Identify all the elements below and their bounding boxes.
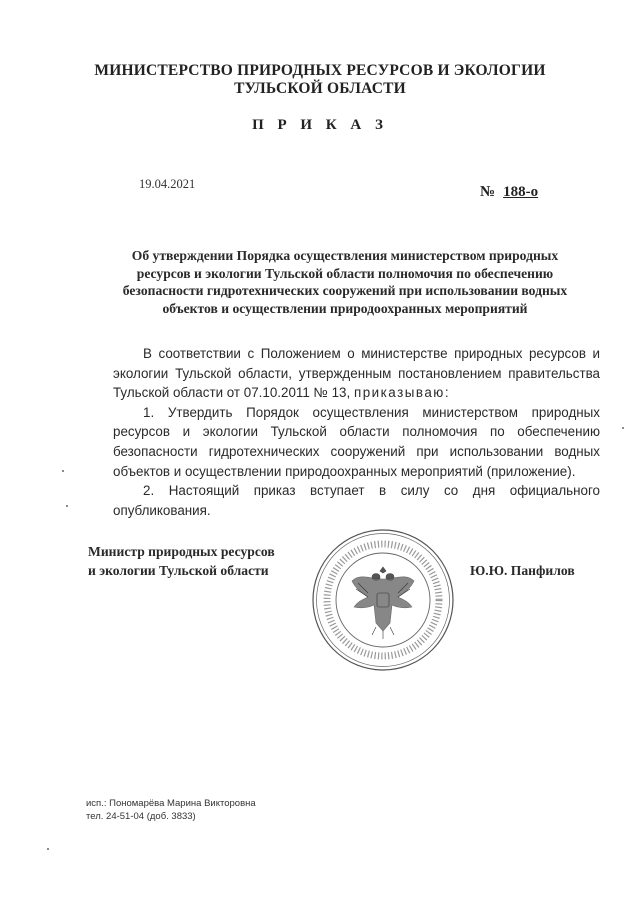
preamble-text: Тульской области от 07.10.2011 № 13, (113, 385, 351, 401)
item-2-line: 2. Настоящий приказ вступает в силу со дня официального (143, 483, 600, 499)
ministry-name-line2: ТУЛЬСКОЙ ОБЛАСТИ (234, 80, 406, 97)
order-body (113, 344, 600, 520)
subject-line: ресурсов и экологии Тульской области полномочия по обеспечению (136, 265, 554, 281)
executor-info (86, 797, 256, 823)
scan-speck (47, 848, 49, 850)
official-seal (310, 527, 456, 673)
item-1-line: безопасности гидротехнических сооружений при использовании водных (113, 443, 600, 459)
executor-name: исп.: Пономарёва Марина Викторовна (86, 798, 256, 809)
signer-position-line: Министр природных ресурсов (88, 544, 275, 559)
item-2-line: опубликования. (113, 502, 211, 518)
preamble-line (113, 383, 600, 403)
scan-speck (66, 505, 68, 507)
scan-speck (62, 470, 64, 472)
order-subject (80, 247, 610, 317)
order-number (480, 184, 538, 201)
executor-phone: тел. 24-51-04 (доб. 3833) (86, 811, 196, 822)
subject-line: объектов и осуществлении природоохранных мероприятий (162, 300, 528, 316)
order-date: 19.04.2021 (139, 177, 196, 191)
signer-position-line: и экологии Тульской области (88, 563, 269, 578)
eagle-emblem-icon (352, 567, 414, 639)
scan-speck (622, 427, 624, 429)
signer-position (88, 542, 275, 580)
ministry-name-line1: МИНИСТЕРСТВО ПРИРОДНЫХ РЕСУРСОВ И ЭКОЛОГИИ (94, 62, 546, 79)
subject-line: безопасности гидротехнических сооружений при использовании водных (122, 283, 568, 298)
number-value: 188-о (503, 184, 539, 200)
subject-line: Об утверждении Порядка осуществления министерством природных (131, 248, 559, 263)
number-sign: № (480, 184, 496, 200)
item-1-line: ресурсов и экологии Тульской области полномочия по обеспечению (113, 424, 600, 440)
order-verb: приказываю: (353, 385, 451, 401)
item-1-line: 1. Утвердить Порядок осуществления министерством природных (143, 404, 600, 420)
preamble-line: экологии Тульской области, утвержденным постановлением правительства (113, 365, 600, 381)
document-type-title: П Р И К А З (252, 117, 388, 133)
signer-name: Ю.Ю. Панфилов (470, 563, 575, 578)
item-1-line: объектов и осуществлении природоохранных мероприятий (приложение). (113, 463, 576, 479)
preamble-line: В соответствии с Положением о министерстве природных ресурсов и (143, 346, 600, 361)
